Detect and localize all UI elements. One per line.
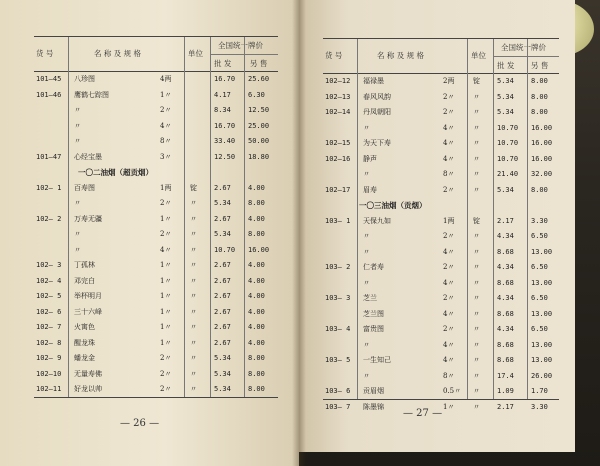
row-unit: 〃 — [473, 123, 480, 132]
row-unit: 〃 — [473, 402, 480, 411]
row-name: 芝兰 — [363, 294, 377, 302]
row-retail: 50.00 — [248, 137, 270, 145]
row-retail: 4.00 — [248, 307, 265, 316]
row-name: 天保九如 — [363, 216, 391, 225]
row-wholesale: 2.17 — [497, 216, 514, 225]
row-name: 富贵图 — [363, 325, 384, 333]
row-spec: 4〃 — [443, 139, 455, 147]
row-spec: 4〃 — [443, 309, 455, 318]
row-unit: 〃 — [190, 199, 197, 207]
row-unit: 〃 — [190, 261, 197, 269]
row-spec: 2〃 — [160, 230, 172, 238]
row-retail: 4.00 — [248, 214, 265, 223]
row-wholesale: 8.68 — [497, 309, 514, 318]
row-name: 〃 — [363, 340, 370, 349]
row-name: 〃 — [74, 199, 81, 207]
row-wholesale: 21.40 — [497, 170, 519, 178]
row-name: 心经宝墨 — [74, 152, 102, 161]
row-name: 一生知己 — [363, 356, 391, 364]
row-retail: 6.50 — [531, 294, 548, 302]
header-divider — [493, 56, 559, 57]
row-spec: 1〃 — [160, 90, 172, 99]
row-spec: 1两 — [443, 216, 455, 225]
row-name: 〃 — [74, 106, 81, 114]
row-spec: 4〃 — [443, 154, 455, 163]
row-code: 102—14 — [325, 108, 351, 116]
row-retail: 6.50 — [531, 263, 548, 271]
row-retail: 8.00 — [248, 354, 265, 362]
row-unit: 〃 — [190, 354, 197, 362]
row-retail: 13.00 — [531, 309, 553, 318]
row-code: 102— 2 — [36, 214, 62, 223]
row-retail: 8.00 — [531, 77, 548, 85]
row-wholesale: 2.67 — [214, 183, 231, 192]
row-name: 春风风韵 — [363, 92, 391, 101]
row-spec: 4〃 — [443, 123, 455, 132]
row-name: 三十六峰 — [74, 307, 102, 316]
row-unit: 锭 — [473, 77, 480, 85]
row-code: 103— 7 — [325, 402, 351, 411]
row-code: 102— 3 — [36, 261, 62, 269]
row-spec: 2〃 — [160, 199, 172, 207]
left-table — [34, 36, 278, 398]
row-wholesale: 17.4 — [497, 371, 514, 380]
header-code: 货 号 — [325, 51, 343, 60]
row-retail: 13.00 — [531, 247, 553, 256]
row-spec: 4〃 — [443, 247, 455, 256]
col-divider — [210, 37, 211, 397]
row-unit: 〃 — [190, 307, 197, 316]
row-unit: 〃 — [473, 154, 480, 163]
row-retail: 4.00 — [248, 183, 265, 192]
row-wholesale: 16.70 — [214, 75, 236, 83]
row-code: 102— 4 — [36, 276, 62, 285]
row-wholesale: 2.67 — [214, 214, 231, 223]
row-wholesale: 8.68 — [497, 340, 514, 349]
section-heading: 一〇三油烟（贡烟） — [359, 201, 427, 210]
row-wholesale: 4.34 — [497, 325, 514, 333]
row-code: 102— 8 — [36, 338, 62, 347]
row-retail: 8.00 — [248, 385, 265, 393]
row-spec: 1两 — [160, 183, 172, 192]
row-name: 〃 — [363, 278, 370, 287]
row-retail: 8.00 — [248, 369, 265, 378]
row-unit: 〃 — [473, 170, 480, 178]
row-spec: 3〃 — [160, 152, 172, 161]
row-retail: 1.70 — [531, 387, 548, 395]
row-wholesale: 5.34 — [214, 199, 231, 207]
row-wholesale: 5.34 — [497, 108, 514, 116]
row-wholesale: 16.70 — [214, 121, 236, 130]
row-name: 〃 — [363, 123, 370, 132]
row-name: 〃 — [74, 121, 81, 130]
row-spec: 0.5〃 — [443, 387, 462, 395]
row-retail: 3.30 — [531, 216, 548, 225]
row-unit: 〃 — [473, 232, 480, 240]
row-name: 蟠龙金 — [74, 354, 95, 362]
row-spec: 2〃 — [443, 92, 455, 101]
row-spec: 4〃 — [443, 340, 455, 349]
row-code: 102—12 — [325, 77, 351, 85]
row-unit: 锭 — [473, 216, 480, 225]
row-unit: 〃 — [473, 309, 480, 318]
row-unit: 〃 — [190, 276, 197, 285]
row-wholesale: 5.34 — [214, 354, 231, 362]
row-name: 百寿图 — [74, 183, 95, 192]
row-spec: 4〃 — [443, 356, 455, 364]
row-wholesale: 8.34 — [214, 106, 231, 114]
row-name: 静声 — [363, 154, 377, 163]
row-spec: 4两 — [160, 75, 172, 83]
row-code: 102— 5 — [36, 292, 62, 300]
row-name: 〃 — [363, 371, 370, 380]
row-code: 103— 3 — [325, 294, 351, 302]
col-divider — [357, 39, 358, 399]
row-retail: 16.00 — [531, 123, 553, 132]
row-unit: 〃 — [190, 385, 197, 393]
row-wholesale: 10.70 — [497, 139, 519, 147]
row-wholesale: 2.67 — [214, 292, 231, 300]
right-table-header — [323, 39, 559, 74]
row-wholesale: 8.68 — [497, 356, 514, 364]
row-unit: 〃 — [473, 92, 480, 101]
row-unit: 〃 — [473, 371, 480, 380]
row-code: 103— 2 — [325, 263, 351, 271]
row-code: 102— 7 — [36, 323, 62, 331]
page-number-left: — 26 — — [120, 418, 160, 429]
col-divider — [493, 39, 494, 399]
header-price-group: 全国统一牌价 — [218, 41, 263, 50]
header-wholesale: 批 发 — [497, 61, 515, 70]
row-wholesale: 4.17 — [214, 90, 231, 99]
col-divider — [467, 39, 468, 399]
row-code: 101—47 — [36, 152, 62, 161]
row-name: 〃 — [74, 245, 81, 254]
row-retail: 6.50 — [531, 325, 548, 333]
row-unit: 〃 — [473, 139, 480, 147]
row-spec: 1〃 — [160, 261, 172, 269]
header-name: 名 称 及 规 格 — [377, 51, 425, 60]
row-spec: 2两 — [443, 77, 455, 85]
row-unit: 〃 — [473, 356, 480, 364]
row-wholesale: 5.34 — [497, 185, 514, 194]
row-name: 醒龙珠 — [74, 338, 95, 347]
row-retail: 16.00 — [248, 245, 270, 254]
row-unit: 〃 — [190, 323, 197, 331]
row-wholesale: 5.34 — [497, 92, 514, 101]
row-code: 103— 4 — [325, 325, 351, 333]
row-retail: 13.00 — [531, 340, 553, 349]
row-retail: 4.00 — [248, 276, 265, 285]
row-unit: 〃 — [190, 369, 197, 378]
row-retail: 26.00 — [531, 371, 553, 380]
row-name: 眉寿 — [363, 185, 377, 194]
row-unit: 〃 — [473, 185, 480, 194]
row-spec: 1〃 — [160, 276, 172, 285]
row-unit: 〃 — [473, 325, 480, 333]
row-spec: 1〃 — [160, 307, 172, 316]
header-retail: 另 售 — [531, 61, 549, 70]
row-name: 福禄墨 — [363, 77, 384, 85]
row-name: 火寓色 — [74, 323, 95, 331]
col-divider — [68, 37, 69, 397]
row-unit: 〃 — [473, 247, 480, 256]
row-name: 〃 — [74, 137, 81, 145]
row-code: 102—16 — [325, 154, 351, 163]
row-unit: 〃 — [190, 338, 197, 347]
row-unit: 〃 — [190, 292, 197, 300]
row-wholesale: 4.34 — [497, 294, 514, 302]
row-name: 〃 — [363, 170, 370, 178]
section-heading: 一〇二油烟（超贡烟） — [78, 168, 153, 177]
row-name: 丁孤林 — [74, 261, 95, 269]
row-name: 丹凤朝阳 — [363, 108, 391, 116]
row-code: 103— 6 — [325, 387, 351, 395]
row-spec: 4〃 — [443, 278, 455, 287]
row-retail: 8.00 — [531, 108, 548, 116]
row-wholesale: 10.70 — [497, 123, 519, 132]
col-divider — [244, 37, 245, 397]
row-wholesale: 5.34 — [214, 385, 231, 393]
col-divider — [527, 39, 528, 399]
row-retail: 3.30 — [531, 402, 548, 411]
row-spec: 2〃 — [443, 185, 455, 194]
row-retail: 8.00 — [531, 185, 548, 194]
row-code: 103— 1 — [325, 216, 351, 225]
row-name: 鹰鹤七踪图 — [74, 90, 109, 99]
left-table-header — [34, 37, 278, 72]
row-code: 102— 1 — [36, 183, 62, 192]
row-name: 无量寿佛 — [74, 369, 102, 378]
header-code: 货 号 — [36, 49, 54, 58]
col-divider — [184, 37, 185, 397]
row-retail: 18.80 — [248, 152, 270, 161]
row-retail: 25.00 — [248, 121, 270, 130]
row-wholesale: 2.67 — [214, 338, 231, 347]
row-retail: 32.00 — [531, 170, 553, 178]
row-unit: 〃 — [473, 387, 480, 395]
row-wholesale: 2.17 — [497, 402, 514, 411]
book-gutter — [292, 0, 306, 466]
row-wholesale: 2.67 — [214, 276, 231, 285]
row-code: 101—45 — [36, 75, 62, 83]
row-name: 仁者寿 — [363, 263, 384, 271]
row-name: 〃 — [363, 247, 370, 256]
row-spec: 2〃 — [160, 106, 172, 114]
row-spec: 1〃 — [160, 323, 172, 331]
row-name: 万寿无疆 — [74, 214, 102, 223]
row-spec: 4〃 — [160, 245, 172, 254]
header-price-group: 全国统一牌价 — [501, 43, 546, 52]
header-unit: 单位 — [471, 51, 486, 60]
row-retail: 8.00 — [531, 92, 548, 101]
row-spec: 2〃 — [443, 263, 455, 271]
row-name: 贡眉烟 — [363, 387, 384, 395]
row-spec: 2〃 — [160, 369, 172, 378]
row-spec: 8〃 — [160, 137, 172, 145]
row-spec: 2〃 — [443, 294, 455, 302]
row-retail: 25.60 — [248, 75, 270, 83]
row-name: 邓完白 — [74, 276, 95, 285]
row-spec: 2〃 — [443, 232, 455, 240]
row-spec: 1〃 — [160, 292, 172, 300]
row-unit: 〃 — [190, 245, 197, 254]
row-unit: 〃 — [473, 263, 480, 271]
row-spec: 1〃 — [160, 214, 172, 223]
row-spec: 8〃 — [443, 170, 455, 178]
row-retail: 6.30 — [248, 90, 265, 99]
row-code: 102—10 — [36, 369, 62, 378]
row-retail: 4.00 — [248, 323, 265, 331]
row-spec: 4〃 — [160, 121, 172, 130]
row-name: 好龙以帅 — [74, 385, 102, 393]
row-wholesale: 2.67 — [214, 323, 231, 331]
row-code: 103— 5 — [325, 356, 351, 364]
right-table — [323, 38, 559, 411]
row-spec: 8〃 — [443, 371, 455, 380]
row-wholesale: 1.09 — [497, 387, 514, 395]
row-retail: 16.00 — [531, 139, 553, 147]
row-wholesale: 12.50 — [214, 152, 236, 161]
row-retail: 4.00 — [248, 338, 265, 347]
row-wholesale: 5.34 — [214, 230, 231, 238]
row-retail: 4.00 — [248, 261, 265, 269]
row-spec: 2〃 — [160, 385, 172, 393]
row-code: 102—15 — [325, 139, 351, 147]
row-name: 陈墨锦 — [363, 402, 384, 411]
row-wholesale: 10.70 — [497, 154, 519, 163]
row-wholesale: 33.40 — [214, 137, 236, 145]
row-wholesale: 2.67 — [214, 261, 231, 269]
row-name: 为天下寿 — [363, 139, 391, 147]
right-page — [299, 0, 575, 452]
left-page — [0, 0, 299, 466]
row-wholesale: 4.34 — [497, 263, 514, 271]
row-unit: 〃 — [473, 340, 480, 349]
row-name: 八珍图 — [74, 75, 95, 83]
row-name: 芝兰图 — [363, 309, 384, 318]
row-wholesale: 2.67 — [214, 307, 231, 316]
row-spec: 2〃 — [443, 108, 455, 116]
page-number-right: — 27 — — [403, 408, 443, 419]
header-name: 名 称 及 规 格 — [94, 49, 142, 58]
header-unit: 单位 — [188, 49, 203, 58]
row-retail: 13.00 — [531, 356, 553, 364]
row-unit: 〃 — [190, 230, 197, 238]
row-code: 101—46 — [36, 90, 62, 99]
row-retail: 4.00 — [248, 292, 265, 300]
row-retail: 8.00 — [248, 199, 265, 207]
row-spec: 2〃 — [443, 325, 455, 333]
row-wholesale: 8.68 — [497, 247, 514, 256]
row-code: 102— 9 — [36, 354, 62, 362]
row-unit: 〃 — [190, 214, 197, 223]
header-retail: 另 售 — [250, 59, 268, 68]
row-code: 102— 6 — [36, 307, 62, 316]
row-code: 102—17 — [325, 185, 351, 194]
row-unit: 锭 — [190, 183, 197, 192]
row-spec: 2〃 — [160, 354, 172, 362]
row-retail: 16.00 — [531, 154, 553, 163]
row-name: 举杯明月 — [74, 292, 102, 300]
row-spec: 1〃 — [160, 338, 172, 347]
row-wholesale: 8.68 — [497, 278, 514, 287]
row-code: 102—11 — [36, 385, 62, 393]
row-wholesale: 10.70 — [214, 245, 236, 254]
row-unit: 〃 — [473, 294, 480, 302]
row-unit: 〃 — [473, 278, 480, 287]
row-wholesale: 5.34 — [497, 77, 514, 85]
row-wholesale: 4.34 — [497, 232, 514, 240]
header-wholesale: 批 发 — [214, 59, 232, 68]
row-retail: 6.50 — [531, 232, 548, 240]
row-wholesale: 5.34 — [214, 369, 231, 378]
row-name: 〃 — [363, 232, 370, 240]
row-name: 〃 — [74, 230, 81, 238]
row-retail: 13.00 — [531, 278, 553, 287]
row-unit: 〃 — [473, 108, 480, 116]
row-retail: 12.50 — [248, 106, 270, 114]
row-spec: 1〃 — [443, 402, 455, 411]
row-retail: 8.00 — [248, 230, 265, 238]
row-code: 102—13 — [325, 92, 351, 101]
